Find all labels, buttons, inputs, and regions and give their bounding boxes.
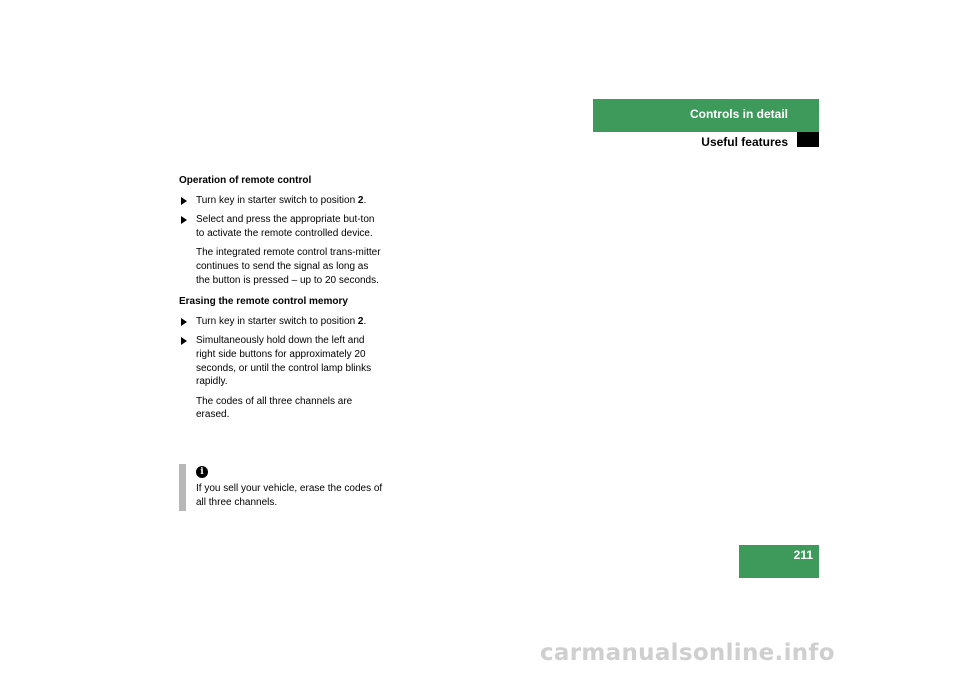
arrow-bullet-icon bbox=[181, 337, 187, 345]
section-title-operation: Operation of remote control bbox=[179, 175, 312, 186]
list-item bbox=[179, 315, 384, 329]
list-item-text: Turn key in starter switch to position bbox=[196, 194, 358, 206]
list-item-text: Select and press the appropriate but-ton to activate the remote controlled device. bbox=[196, 214, 375, 239]
list-item-end: . bbox=[363, 194, 367, 206]
arrow-bullet-icon bbox=[181, 197, 187, 205]
list-item bbox=[179, 334, 384, 388]
position-value: 2 bbox=[357, 315, 364, 327]
page-number: 211 bbox=[793, 548, 813, 562]
arrow-bullet-icon bbox=[181, 216, 187, 224]
info-bar bbox=[179, 464, 186, 511]
info-box bbox=[179, 464, 384, 511]
header-title: Controls in detail bbox=[689, 107, 788, 121]
watermark: carmanualsonline.info bbox=[540, 640, 835, 666]
note-text: The integrated remote control trans-mitter continues to send the signal as long as the button is pressed – up to 20 seconds. bbox=[196, 247, 381, 286]
note-text: The codes of all three channels are erased. bbox=[196, 395, 353, 421]
page-number-box bbox=[739, 545, 819, 578]
list-item-end: . bbox=[363, 315, 367, 327]
main-content bbox=[179, 174, 384, 426]
info-text: If you sell your vehicle, erase the codes of all three channels. bbox=[196, 483, 383, 508]
header-marker bbox=[797, 132, 819, 147]
arrow-bullet-icon bbox=[181, 318, 187, 326]
list-item bbox=[179, 194, 384, 208]
list-item-text: Simultaneously hold down the left and right side buttons for approximately 20 seconds, or until the control lamp blinks rapidly. bbox=[196, 335, 372, 388]
position-value: 2 bbox=[357, 194, 364, 206]
section-title-erasing: Erasing the remote control memory bbox=[179, 296, 348, 308]
info-icon: i bbox=[196, 466, 208, 478]
list-item bbox=[179, 213, 384, 240]
header-subtitle: Useful features bbox=[701, 135, 788, 149]
list-item-text: Turn key in starter switch to position bbox=[196, 315, 358, 327]
